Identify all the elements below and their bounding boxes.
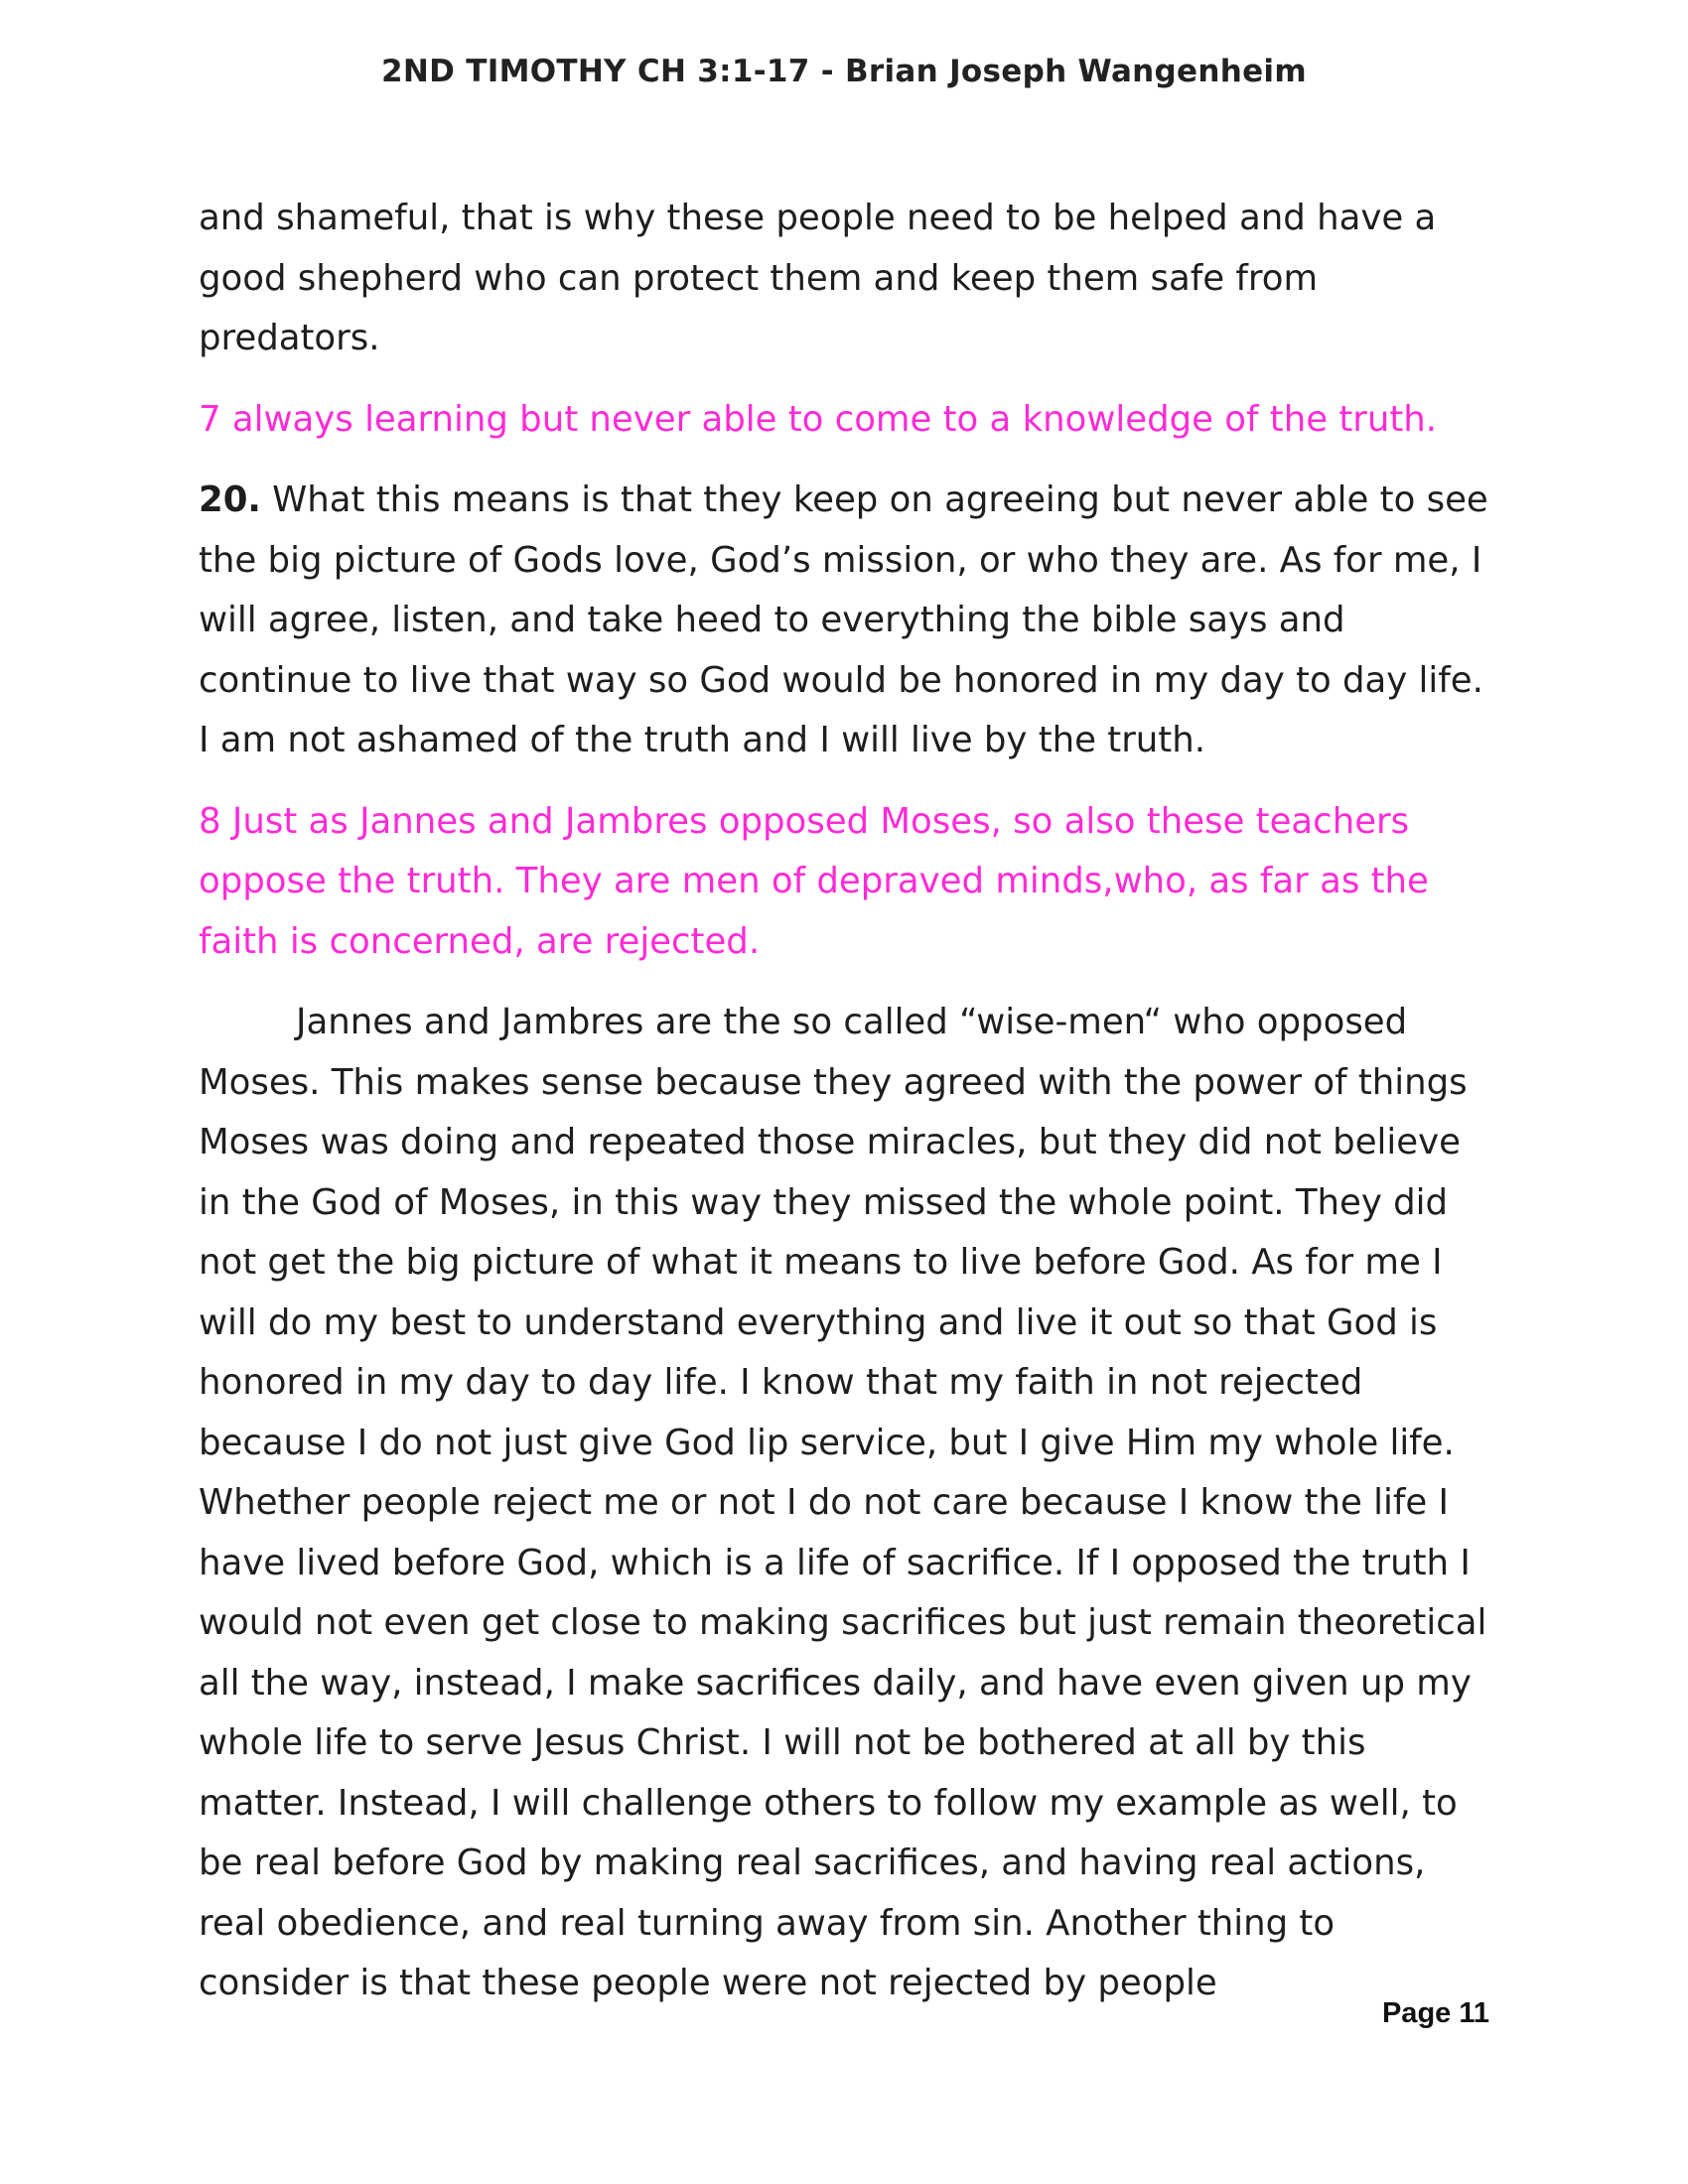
document-body	[199, 189, 1489, 2035]
page-header: 2ND TIMOTHY CH 3:1-17 - Brian Joseph Wangenheim	[381, 54, 1307, 89]
paragraph-continuation: and shameful, that is why these people need to be helped and have a good shepherd who can protect them and keep them safe from predators.	[199, 198, 1437, 358]
paragraph-20	[199, 471, 1489, 771]
verse-7: 7 always learning but never able to come to a knowledge of the truth.	[199, 398, 1438, 440]
paragraph-20-text: What this means is that they keep on agreeing but never able to see the big picture of Gods love, God’s mission, or who they are. As for me, I will agree, listen, and take heed to everything the bible says and continue to live that way so God would be honored in my day to day life. I am not ashamed of the truth and I will live by the truth.	[199, 479, 1488, 760]
page-number: Page 11	[1381, 1997, 1489, 2029]
verse-8: 8 Just as Jannes and Jambres opposed Moses, so also these teachers oppose the truth. They are men of depraved minds,who, as far as the faith is concerned, are rejected.	[199, 800, 1429, 962]
paragraph-jannes-jambres: Jannes and Jambres are the so called “wise-men“ who opposed Moses. This makes sense because they agreed with the power of things Moses was doing and repeated those miracles, but they did not believe in the God of Moses, in this way they missed the whole point. They did not get the big picture of what it means to live before God. As for me I will do my best to understand everything and live it out so that God is honored in my day to day life. I know that my faith in not rejected because I do not just give God lip service, but I give Him my whole life. Whether people reject me or not I do not care because I know the life I have lived before God, which is a life of sacrifice. If I opposed the truth I would not even get close to making sacrifices but just remain theoretical all the way, instead, I make sacrifices daily, and have even given up my whole life to serve Jesus Christ. I will not be bothered at all by this matter. Instead, I will challenge others to follow my example as well, to be real before God by making real sacrifices, and having real actions, real obedience, and real turning away from sin. Another thing to consider is that these people were not rejected by people	[199, 1002, 1487, 2003]
paragraph-number: 20.	[199, 479, 261, 520]
